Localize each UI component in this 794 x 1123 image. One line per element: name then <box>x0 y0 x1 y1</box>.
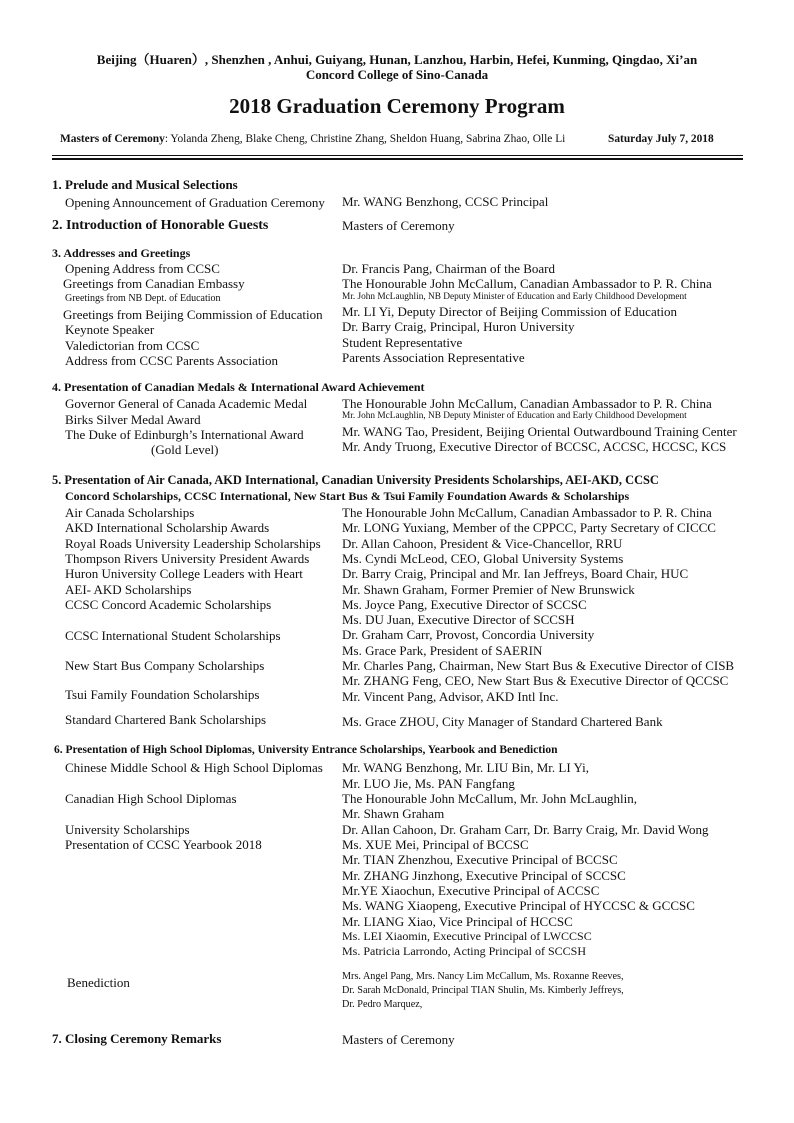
s3-right-0: Dr. Francis Pang, Chairman of the Board <box>342 261 556 276</box>
s6-left-5: Presentation of CCSC Yearbook 2018 <box>65 837 262 852</box>
page-title: 2018 Graduation Ceremony Program <box>229 94 565 118</box>
s3-right-1: The Honourable John McCallum, Canadian Ambassador to P. R. China <box>342 276 712 291</box>
benediction-line-3: Dr. Pedro Marquez, <box>342 999 423 1010</box>
s6-right-10: Mr. LIANG Xiao, Vice Principal of HCCSC <box>342 914 573 929</box>
s3-right-4: Dr. Barry Craig, Principal, Huron University <box>342 319 575 334</box>
section-1-title: 1. Prelude and Musical Selections <box>52 177 238 192</box>
s4-left-3: (Gold Level) <box>151 442 219 457</box>
section-6-title: 6. Presentation of High School Diplomas, University Entrance Scholarships, Yearbook and Benediction <box>54 744 558 756</box>
s3-left-4: Keynote Speaker <box>65 322 155 337</box>
s2-right: Masters of Ceremony <box>342 218 455 233</box>
s5-left-10: New Start Bus Company Scholarships <box>65 658 265 673</box>
s6-right-12: Ms. Patricia Larrondo, Acting Principal of SCCSH <box>342 944 586 958</box>
section-2-title: 2. Introduction of Honorable Guests <box>52 218 269 233</box>
s6-right-5: Ms. XUE Mei, Principal of BCCSC <box>342 837 529 852</box>
s3-left-6: Address from CCSC Parents Association <box>65 353 279 368</box>
s5-right-1: Mr. LONG Yuxiang, Member of the CPPCC, Party Secretary of CICCC <box>342 520 716 535</box>
s6-right-2: The Honourable John McCallum, Mr. John McLaughlin, <box>342 791 637 806</box>
s5-right-3: Ms. Cyndi McLeod, CEO, Global University Systems <box>342 551 624 566</box>
s6-right-4: Dr. Allan Cahoon, Dr. Graham Carr, Dr. Barry Craig, Mr. David Wong <box>342 822 709 837</box>
s5-left-2: Royal Roads University Leadership Scholarships <box>65 536 321 551</box>
s6-left-0: Chinese Middle School & High School Diplomas <box>65 760 323 775</box>
s5-left-12: Tsui Family Foundation Scholarships <box>65 687 260 702</box>
s6-right-6: Mr. TIAN Zhenzhou, Executive Principal of BCCSC <box>342 852 618 867</box>
s6-right-9: Ms. WANG Xiaopeng, Executive Principal of HYCCSC & GCCSC <box>342 898 695 913</box>
s3-left-2: Greetings from NB Dept. of Education <box>65 293 221 304</box>
s5-right-9: Ms. Grace Park, President of SAERIN <box>342 643 543 658</box>
s5-left-5: AEI- AKD Scholarships <box>65 582 192 597</box>
s4-right-3: Mr. Andy Truong, Executive Director of BCCSC, ACCSC, HCCSC, KCS <box>342 439 727 454</box>
s5-right-13: Ms. Grace ZHOU, City Manager of Standard Chartered Bank <box>342 714 663 729</box>
s3-left-0: Opening Address from CCSC <box>65 261 220 276</box>
s3-right-5: Student Representative <box>342 335 463 350</box>
s6-left-2: Canadian High School Diplomas <box>65 791 237 806</box>
section-4-title: 4. Presentation of Canadian Medals & International Award Achievement <box>52 380 425 394</box>
s1-left: Opening Announcement of Graduation Ceremony <box>65 195 325 210</box>
s3-left-5: Valedictorian from CCSC <box>65 338 200 353</box>
s3-right-2: Mr. John McLaughlin, NB Deputy Minister of Education and Early Childhood Development <box>342 292 687 302</box>
s5-left-13: Standard Chartered Bank Scholarships <box>65 712 267 727</box>
s3-right-3: Mr. LI Yi, Deputy Director of Beijing Commission of Education <box>342 304 677 319</box>
masters-of-ceremony <box>60 133 565 145</box>
s5-right-2: Dr. Allan Cahoon, President & Vice-Chancellor, RRU <box>342 536 623 551</box>
s5-right-0: The Honourable John McCallum, Canadian Ambassador to P. R. China <box>342 505 712 520</box>
section-3-title: 3. Addresses and Greetings <box>52 246 191 260</box>
divider-bottom <box>52 158 743 160</box>
s5-right-10: Mr. Charles Pang, Chairman, New Start Bus & Executive Director of CISB <box>342 658 735 673</box>
ceremony-date: Saturday July 7, 2018 <box>608 133 714 145</box>
s5-right-7: Ms. DU Juan, Executive Director of SCCSH <box>342 612 575 627</box>
benediction-line-2: Dr. Sarah McDonald, Principal TIAN Shulin, Ms. Kimberly Jeffreys, <box>342 985 624 996</box>
campus-list: Beijing（Huaren）, Shenzhen , Anhui, Guiyang, Hunan, Lanzhou, Harbin, Hefei, Kunming, Qingdao, Xi’an <box>96 52 698 67</box>
s6-left-4: University Scholarships <box>65 822 190 837</box>
s3-right-6: Parents Association Representative <box>342 350 525 365</box>
s6-right-0: Mr. WANG Benzhong, Mr. LIU Bin, Mr. LI Yi, <box>342 760 589 775</box>
divider-top <box>52 155 743 156</box>
s5-left-0: Air Canada Scholarships <box>65 505 195 520</box>
s5-left-8: CCSC International Student Scholarships <box>65 628 281 643</box>
section-5-title-line-2: Concord Scholarships, CCSC International, New Start Bus & Tsui Family Foundation Awards & Scholarships <box>65 489 630 503</box>
s5-right-11: Mr. ZHANG Feng, CEO, New Start Bus & Executive Director of QCCSC <box>342 673 729 688</box>
s1-right: Mr. WANG Benzhong, CCSC Principal <box>342 194 549 209</box>
s4-right-2: Mr. WANG Tao, President, Beijing Oriental Outwardbound Training Center <box>342 424 737 439</box>
s7-right: Masters of Ceremony <box>342 1032 455 1047</box>
section-5-title-line-1: 5. Presentation of Air Canada, AKD International, Canadian University Presidents Scholarships, AEI-AKD, CCSC <box>52 473 659 487</box>
s6-right-8: Mr.YE Xiaochun, Executive Principal of ACCSC <box>342 883 600 898</box>
s5-left-1: AKD International Scholarship Awards <box>65 520 270 535</box>
s4-right-1: Mr. John McLaughlin, NB Deputy Minister of Education and Early Childhood Development <box>342 411 687 421</box>
college-name: Concord College of Sino-Canada <box>305 67 489 82</box>
s3-left-1: Greetings from Canadian Embassy <box>63 276 245 291</box>
s5-right-8: Dr. Graham Carr, Provost, Concordia University <box>342 627 595 642</box>
s5-right-4: Dr. Barry Craig, Principal and Mr. Ian Jeffreys, Board Chair, HUC <box>342 566 689 581</box>
s6-right-1: Mr. LUO Jie, Ms. PAN Fangfang <box>342 776 515 791</box>
s4-left-0: Governor General of Canada Academic Medal <box>65 396 308 411</box>
s5-right-5: Mr. Shawn Graham, Former Premier of New Brunswick <box>342 582 635 597</box>
s5-left-3: Thompson Rivers University President Awards <box>65 551 310 566</box>
mc-names: : Yolanda Zheng, Blake Cheng, Christine Zhang, Sheldon Huang, Sabrina Zhao, Olle Li <box>164 133 566 145</box>
s5-right-12: Mr. Vincent Pang, Advisor, AKD Intl Inc. <box>342 689 559 704</box>
s6-right-7: Mr. ZHANG Jinzhong, Executive Principal of SCCSC <box>342 868 626 883</box>
mc-label: Masters of Ceremony <box>60 133 165 145</box>
s6-right-3: Mr. Shawn Graham <box>342 806 445 821</box>
benediction-label: Benediction <box>67 975 130 990</box>
s5-left-4: Huron University College Leaders with Heart <box>65 566 303 581</box>
section-7-title: 7. Closing Ceremony Remarks <box>52 1031 222 1046</box>
s6-right-11: Ms. LEI Xiaomin, Executive Principal of LWCCSC <box>342 929 592 943</box>
s4-left-1: Birks Silver Medal Award <box>65 412 201 427</box>
s5-right-6: Ms. Joyce Pang, Executive Director of SCCSC <box>342 597 587 612</box>
s5-left-6: CCSC Concord Academic Scholarships <box>65 597 272 612</box>
s4-left-2: The Duke of Edinburgh’s International Award <box>65 427 304 442</box>
s3-left-3: Greetings from Beijing Commission of Education <box>63 307 323 322</box>
benediction-line-1: Mrs. Angel Pang, Mrs. Nancy Lim McCallum, Ms. Roxanne Reeves, <box>342 971 624 982</box>
s4-right-0: The Honourable John McCallum, Canadian Ambassador to P. R. China <box>342 396 712 411</box>
